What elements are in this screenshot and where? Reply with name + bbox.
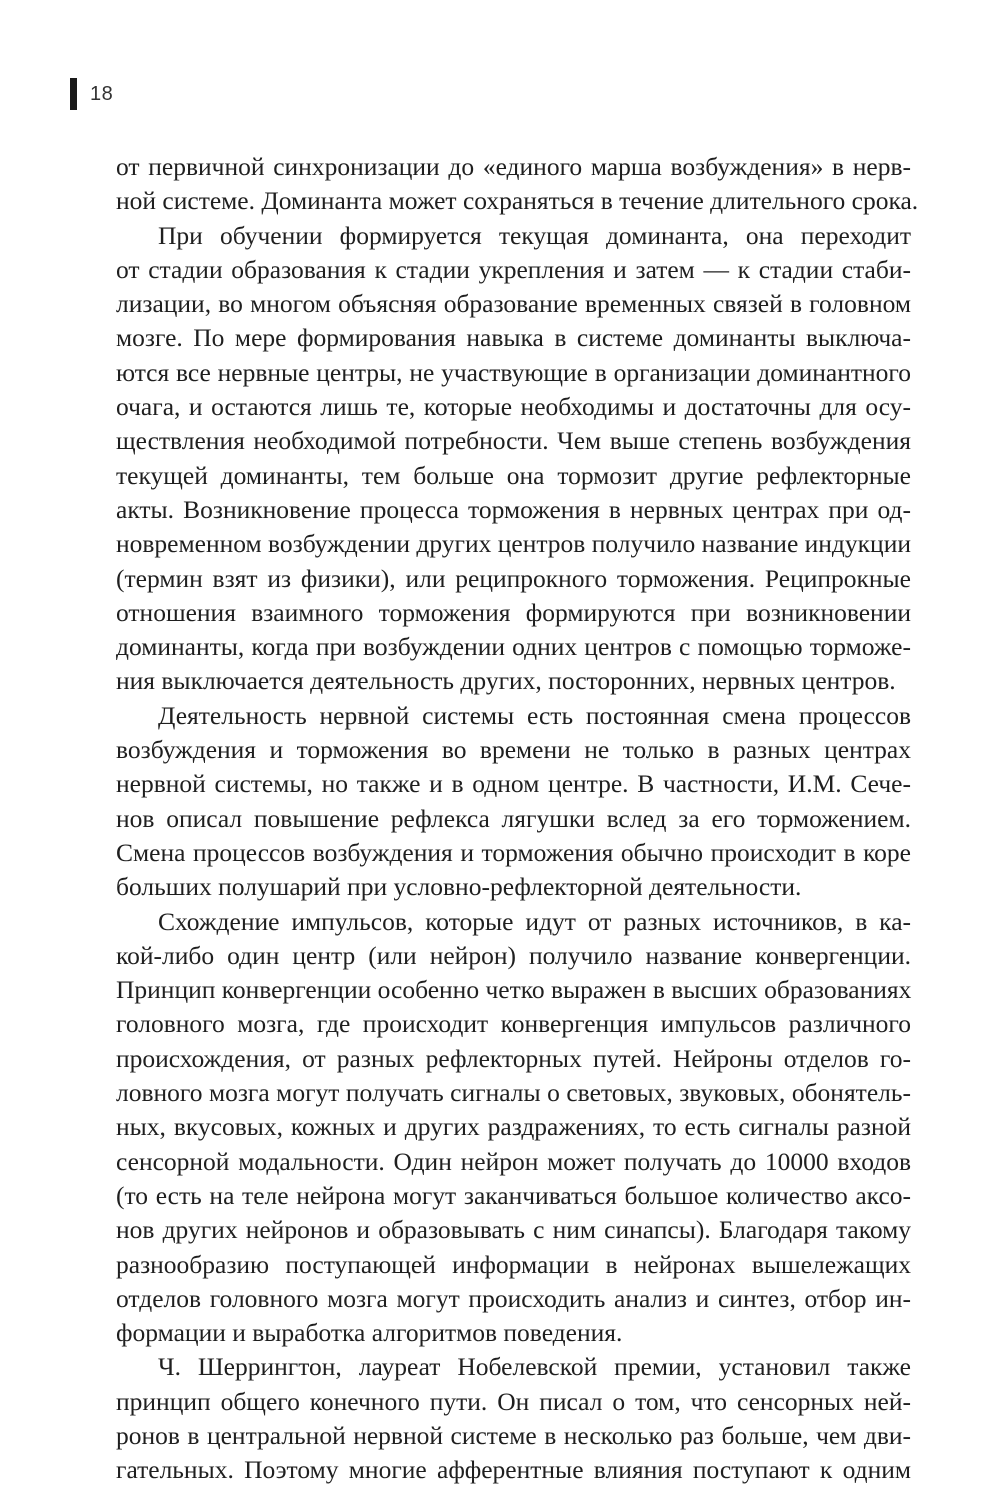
- text-line: Деятельность нервной системы есть постоянная смена процессов: [158, 700, 911, 730]
- text-line: текущей доминанты, тем больше она тормозит другие рефлекторные: [116, 460, 911, 490]
- page-number: 18: [90, 82, 114, 105]
- text-line: Схождение импульсов, которые идут от разных источников, в ка-: [158, 906, 911, 936]
- text-line: нервной системы, но также и в одном центре. В частности, И.М. Сече-: [116, 769, 911, 799]
- text-line: отделов головного мозга могут происходить анализ и синтез, отбор ин-: [116, 1283, 911, 1313]
- text-line: акты. Возникновение процесса торможения в нервных центрах при од-: [116, 494, 911, 524]
- text-line: лизации, во многом объясняя образование временных связей в головном: [116, 289, 911, 319]
- text-line: нов описал повышение рефлекса лягушки вслед за его торможением.: [116, 803, 911, 833]
- text-line: ются все нервные центры, не участвующие в организации доминантного: [116, 357, 911, 387]
- text-line: мозге. По мере формирования навыка в системе доминанты выключа-: [116, 323, 911, 353]
- text-line: отношения взаимного торможения формируются при возникновении: [116, 597, 911, 627]
- text-line: очага, и остаются лишь те, которые необходимы и достаточны для осу-: [116, 392, 911, 422]
- text-line: головного мозга, где происходит конвергенция импульсов различного: [116, 1009, 911, 1039]
- text-line: сенсорной модальности. Один нейрон может получать до 10000 входов: [116, 1146, 911, 1176]
- text-line: ронов в центральной нервной системе в несколько раз больше, чем дви-: [116, 1420, 911, 1450]
- text-line: Принцип конвергенции особенно четко выражен в высших образованиях: [116, 975, 912, 1005]
- text-line: ных, вкусовых, кожных и других раздражениях, то есть сигналы разной: [116, 1112, 911, 1142]
- text-line: больших полушарий при условно-рефлекторной деятельности.: [116, 872, 802, 902]
- page-header: [70, 78, 113, 110]
- text-line: ществления необходимой потребности. Чем выше степень возбуждения: [116, 426, 911, 456]
- text-line: гательных. Поэтому многие афферентные влияния поступают к одним: [116, 1455, 911, 1485]
- text-line: ния выключается деятельность других, посторонних, нервных центров.: [116, 666, 896, 696]
- text-line: новременном возбуждении других центров получило название индукции: [116, 529, 911, 559]
- text-line: разнообразию поступающей информации в нейронах вышележащих: [116, 1249, 911, 1279]
- text-line: (термин взят из физики), или реципрокного торможения. Реципрокные: [116, 563, 911, 593]
- text-line: ной системе. Доминанта может сохраняться в течение длительного срока.: [116, 186, 919, 216]
- body-text: [116, 150, 919, 1488]
- text-line: от первичной синхронизации до «единого марша возбуждения» в нерв-: [116, 152, 911, 181]
- text-line: возбуждения и торможения во времени не только в разных центрах: [116, 735, 911, 765]
- text-line: ловного мозга могут получать сигналы о световых, звуковых, обонятель-: [116, 1078, 911, 1108]
- text-line: формации и выработка алгоритмов поведения.: [116, 1318, 623, 1348]
- text-line: кой-либо один центр (или нейрон) получило название конвергенции.: [116, 940, 911, 970]
- text-line: от стадии образования к стадии укрепления и затем — к стадии стаби-: [116, 254, 911, 284]
- text-line: Ч. Шеррингтон, лауреат Нобелевской премии, установил также: [158, 1352, 911, 1382]
- text-line: Смена процессов возбуждения и торможения обычно происходит в коре: [116, 837, 911, 867]
- text-line: происхождения, от разных рефлекторных путей. Нейроны отделов го-: [116, 1043, 911, 1073]
- text-line: При обучении формируется текущая доминанта, она переходит: [158, 220, 911, 250]
- header-bar-mark: [70, 78, 77, 110]
- text-line: принцип общего конечного пути. Он писал о том, что сенсорных ней-: [116, 1386, 911, 1416]
- text-line: (то есть на теле нейрона могут заканчиваться большое количество аксо-: [116, 1180, 911, 1210]
- text-line: нов других нейронов и образовывать с ним синапсы). Благодаря такому: [116, 1215, 911, 1245]
- text-line: доминанты, когда при возбуждении одних центров с помощью торможе-: [116, 632, 911, 662]
